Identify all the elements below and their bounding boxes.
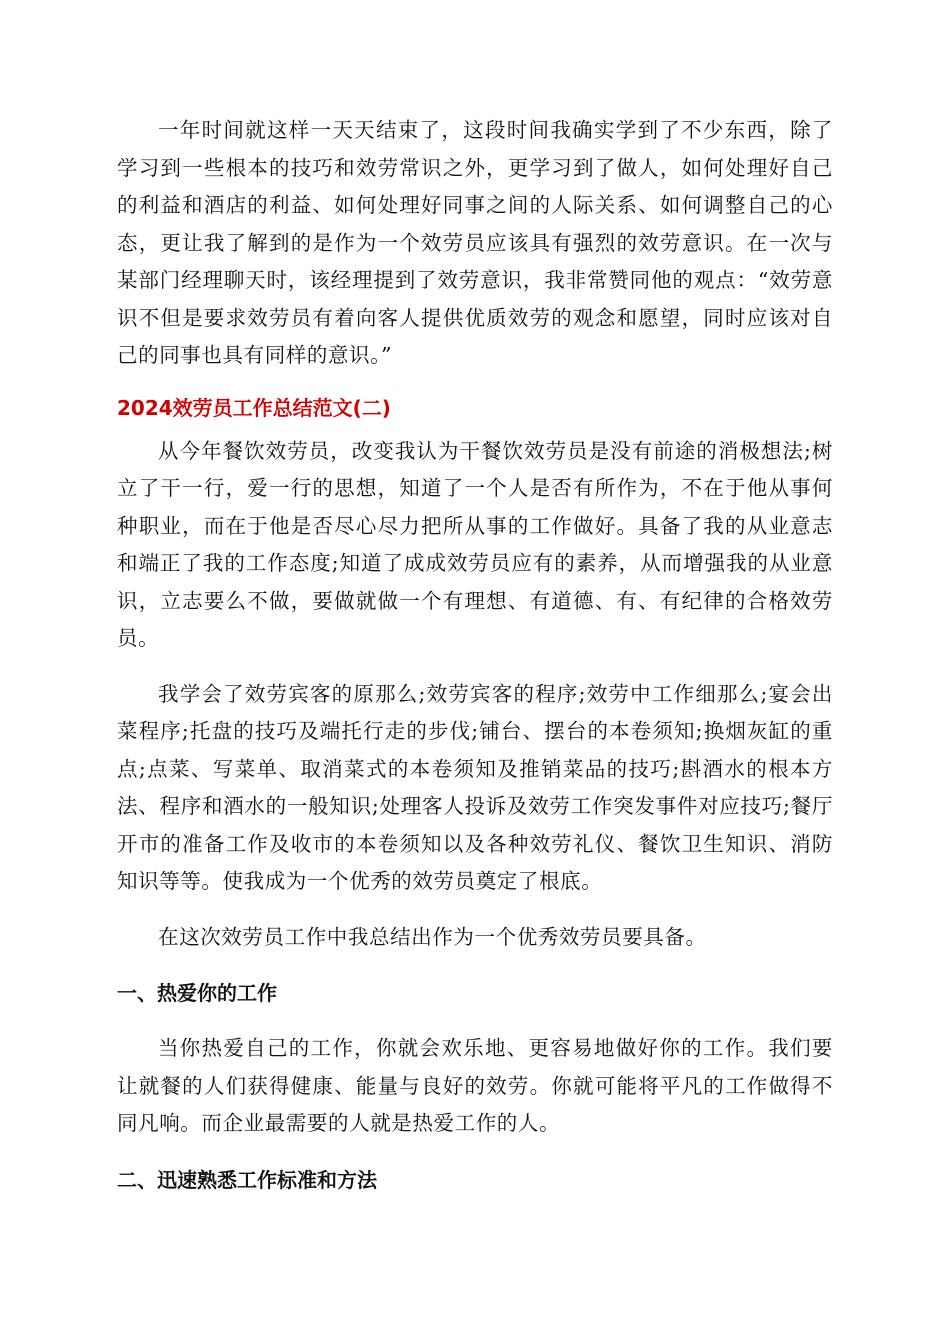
section-title: 2024效劳员工作总结范文(二) <box>117 395 391 420</box>
heading-learn-standards: 二、迅速熟悉工作标准和方法 <box>117 1167 377 1192</box>
intro-paragraph: 一年时间就这样一天天结束了，这段时间我确实学到了不少东西，除了学习到一些根本的技巧和效劳常识之外，更学习到了做人，如何处理好自己的利益和酒店的利益、如何处理好同事之间的人际关系、如何调整自己的心态，更让我了解到的是作为一个效劳员应该具有强烈的效劳意识。在一次与某部门经理聊天时，该经理提到了效劳意识，我非常赞同他的观点：“效劳意识不但是要求效劳员有着向客人提供优质效劳的观念和愿望，同时应该对自己的同事也具有同样的意识。” <box>117 118 833 367</box>
body-paragraph-summary: 在这次效劳员工作中我总结出作为一个优秀效劳员要具备。 <box>158 924 707 949</box>
heading-love-your-work: 一、热爱你的工作 <box>117 981 277 1005</box>
body-paragraph-love-work: 当你热爱自己的工作，你就会欢乐地、更容易地做好你的工作。我们要让就餐的人们获得健康、能量与良好的效劳。你就可能将平凡的工作做得不同凡响。而企业最需要的人就是热爱工作的人。 <box>117 1036 833 1135</box>
body-paragraph-skills: 我学会了效劳宾客的原那么;效劳宾客的程序;效劳中工作细那么;宴会出菜程序;托盘的技巧及端托行走的步伐;铺台、摆台的本卷须知;换烟灰缸的重点;点菜、写菜单、取消菜式的本卷须知及推销菜品的技巧;斟酒水的根本方法、程序和酒水的一般知识;处理客人投诉及效劳工作突发事件对应技巧;餐厅开市的准备工作及收市的本卷须知以及各种效劳礼仪、餐饮卫生知识、消防知识等等。使我成为一个优秀的效劳员奠定了根底。 <box>117 681 833 893</box>
body-paragraph-career: 从今年餐饮效劳员，改变我认为干餐饮效劳员是没有前途的消极想法;树立了干一行，爱一行的思想，知道了一个人是否有所作为，不在于他从事何种职业，而在于他是否尽心尽力把所从事的工作做好。具备了我的从业意志和端正了我的工作态度;知道了成成效劳员应有的素养，从而增强我的从业意识，立志要么不做，要做就做一个有理想、有道德、有、有纪律的合格效劳员。 <box>117 438 833 650</box>
